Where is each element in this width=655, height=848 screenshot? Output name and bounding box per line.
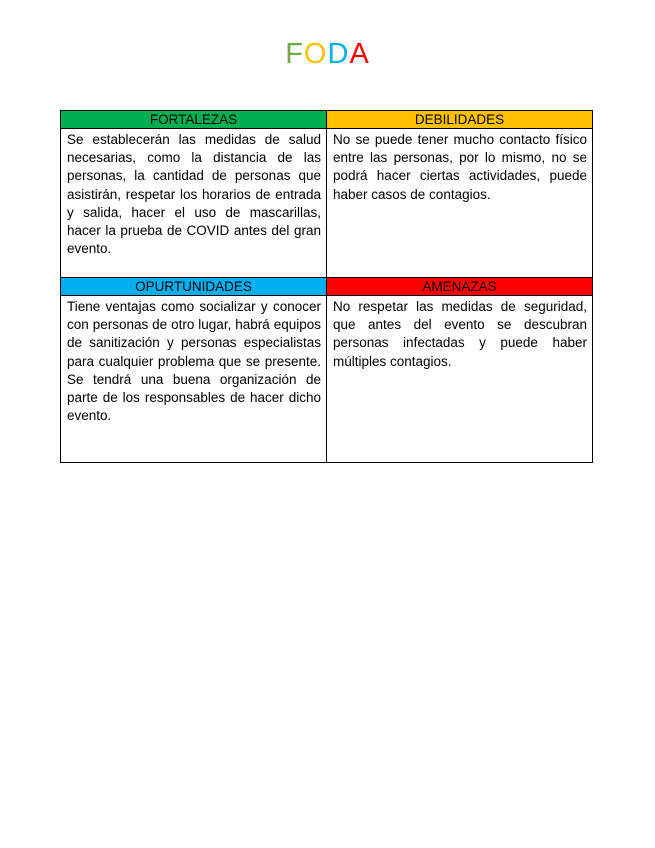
header-debilidades: DEBILIDADES [327,111,593,129]
title-letter-a: A [349,38,370,70]
foda-table [60,110,593,463]
header-row-bottom [61,278,593,296]
amenazas-text: No respetar las medidas de seguridad, que antes del evento se descubran personas infectadas y puede haber múltiples contagios. [327,296,593,463]
content-row-top [61,129,593,278]
debilidades-text: No se puede tener mucho contacto físico entre las personas, por lo mismo, no se podrá hacer ciertas actividades, puede haber casos de contagios. [327,129,593,278]
header-row-top [61,111,593,129]
title-letter-f: F [285,38,304,70]
content-row-bottom [61,296,593,463]
header-oportunidades: OPURTUNIDADES [61,278,327,296]
title-letter-d: D [327,38,350,70]
header-amenazas: AMENAZAS [327,278,593,296]
fortalezas-text: Se establecerán las medidas de salud necesarias, como la distancia de las personas, la cantidad de personas que asistirán, respetar los horarios de entrada y salida, hacer el uso de mascarillas, hacer la prueba de COVID antes del gran evento. [61,129,327,278]
header-fortalezas: FORTALEZAS [61,111,327,129]
title-letter-o: O [303,38,328,70]
oportunidades-text: Tiene ventajas como socializar y conocer con personas de otro lugar, habrá equipos de sanitización y personas especialistas para cualquier problema que se presente. Se tendrá una buena organización de parte de los responsables de hacer dicho evento. [61,296,327,463]
page-title [0,38,655,71]
